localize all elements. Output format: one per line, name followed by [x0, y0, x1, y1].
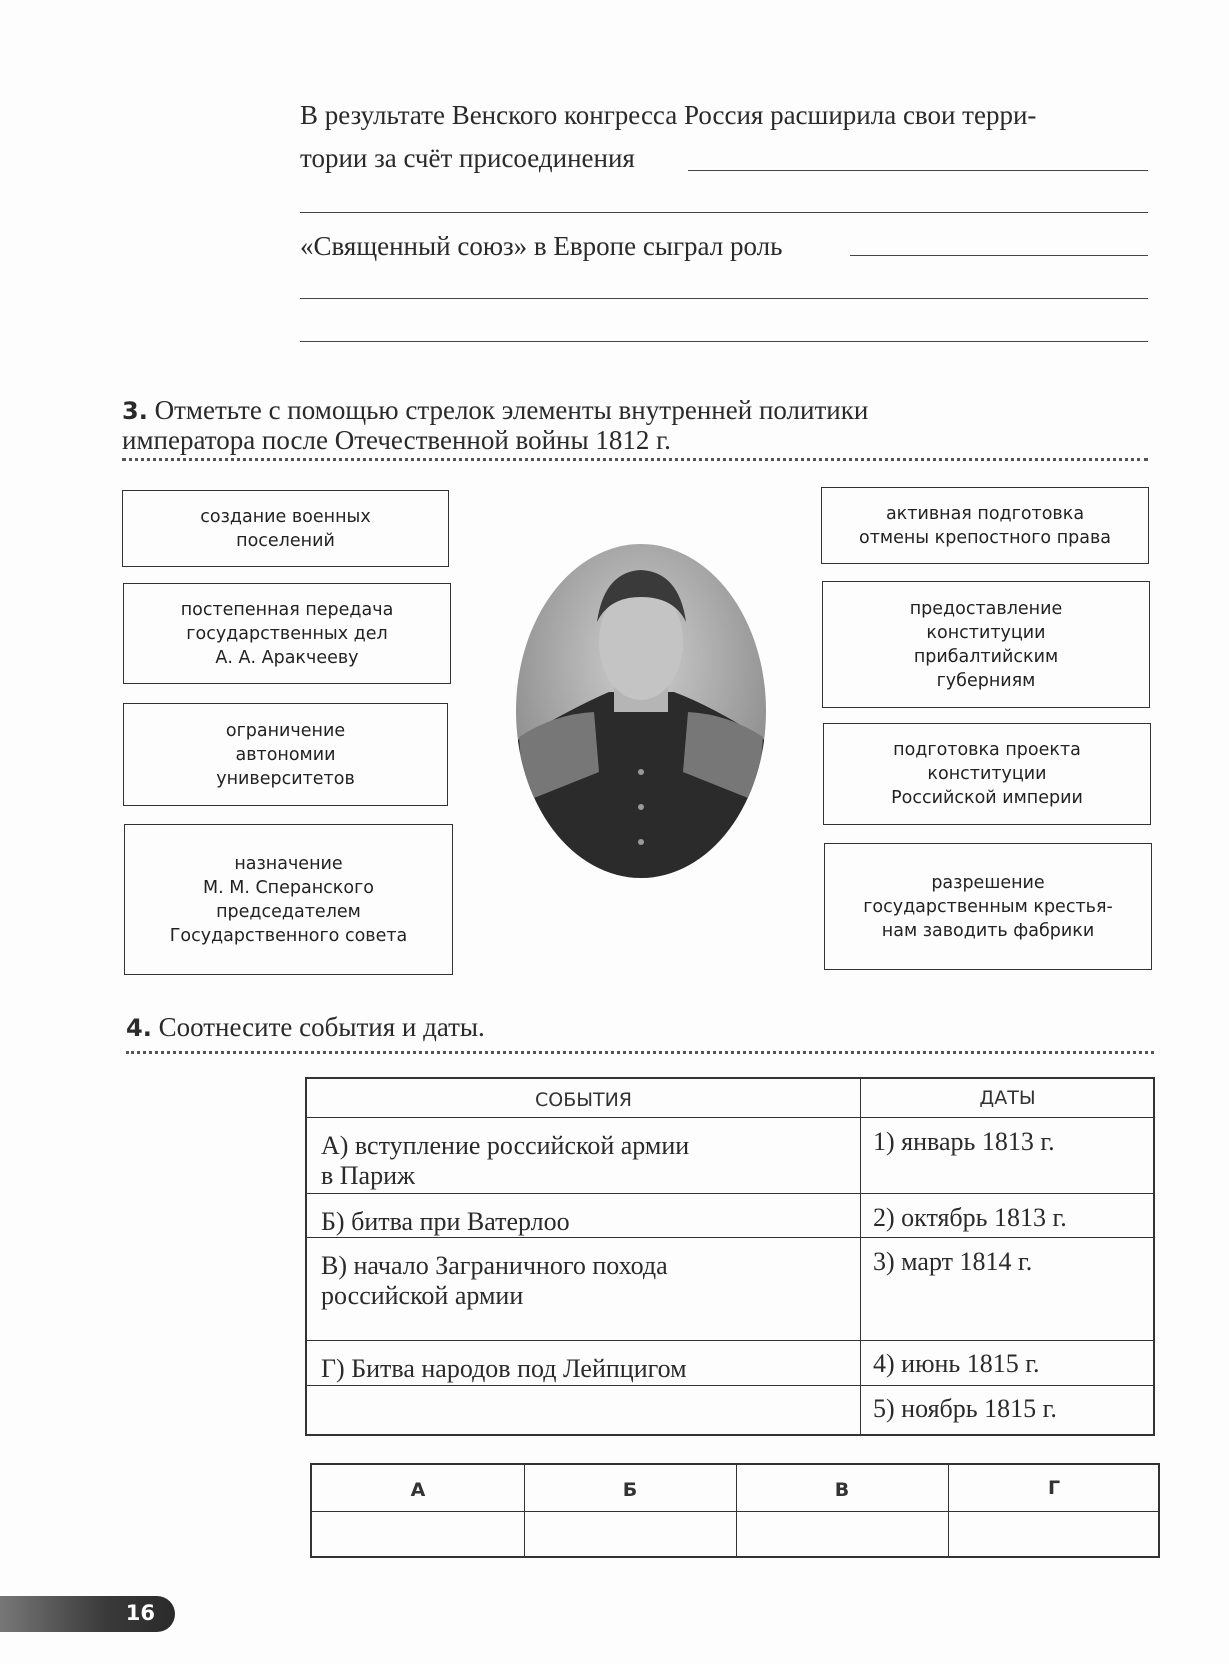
event-g: Г) Битва народов под Лейпцигом [321, 1354, 687, 1383]
answer-header-v: В [834, 1479, 850, 1501]
section3-title-line1: Отметьте с помощью стрелок элементы внутренней политики [154, 395, 869, 425]
event-v: В) начало Заграничного похода российской армии [321, 1251, 668, 1310]
paragraph-holy-alliance: «Священный союз» в Европе сыграл роль [300, 231, 783, 261]
policy-item-right-2[interactable]: предоставление конституции прибалтийским губерниям [822, 581, 1150, 708]
divider [126, 1051, 1154, 1054]
section3-title-line2: императора после Отечественной войны 1812 г. [122, 425, 671, 455]
answer-header-b: Б [622, 1479, 638, 1501]
answer-cell-b[interactable] [525, 1513, 736, 1558]
policy-item-right-1[interactable]: активная подготовка отмены крепостного права [821, 487, 1149, 564]
section4-title [126, 1010, 485, 1045]
policy-item-left-3[interactable]: ограничение автономии университетов [123, 703, 448, 806]
page-number: 16 [125, 1601, 155, 1625]
paragraph-vienna-line2: тории за счёт присоединения [300, 143, 635, 173]
events-dates-table [305, 1077, 1155, 1436]
header-dates: ДАТЫ [979, 1087, 1036, 1109]
date-3: 3) март 1814 г. [873, 1247, 1033, 1276]
date-5: 5) ноябрь 1815 г. [873, 1394, 1057, 1423]
date-2: 2) октябрь 1813 г. [873, 1203, 1067, 1232]
emperor-portrait [514, 542, 768, 880]
event-b: Б) битва при Ватерлоо [321, 1207, 570, 1236]
answer-cell-v[interactable] [737, 1513, 948, 1558]
answer-line[interactable] [300, 212, 1148, 213]
answer-line[interactable] [300, 298, 1148, 299]
header-events: СОБЫТИЯ [534, 1089, 633, 1111]
policy-item-left-1[interactable]: создание военных поселений [122, 490, 449, 567]
answer-header-g: Г [1047, 1477, 1061, 1499]
event-a: А) вступление российской армии в Париж [321, 1131, 690, 1190]
date-1: 1) январь 1813 г. [873, 1127, 1055, 1156]
answer-line[interactable] [850, 255, 1148, 256]
section4-title-text: Соотнесите события и даты. [158, 1012, 485, 1042]
answer-table [310, 1463, 1160, 1558]
policy-item-right-3[interactable]: подготовка проекта конституции Российской империи [823, 723, 1151, 825]
answer-cell-a[interactable] [312, 1513, 523, 1558]
policy-item-left-2[interactable]: постепенная передача государственных дел А. А. Аракчееву [123, 583, 451, 684]
date-4: 4) июнь 1815 г. [873, 1349, 1040, 1378]
policy-item-right-4[interactable]: разрешение государственным крестья- нам заводить фабрики [824, 843, 1152, 970]
section4-number: 4. [126, 1014, 152, 1042]
answer-header-a: А [410, 1479, 426, 1501]
answer-line[interactable] [688, 170, 1148, 171]
paragraph-vienna-line1: В результате Венского конгресса Россия расширила свои терри- [300, 100, 1037, 130]
page-number-tab [0, 1596, 175, 1632]
section3-number: 3. [122, 397, 148, 425]
divider [122, 458, 1148, 461]
answer-cell-g[interactable] [949, 1513, 1160, 1558]
answer-line[interactable] [300, 341, 1148, 342]
policy-item-left-4[interactable]: назначение М. М. Сперанского председателем Государственного совета [124, 824, 453, 975]
